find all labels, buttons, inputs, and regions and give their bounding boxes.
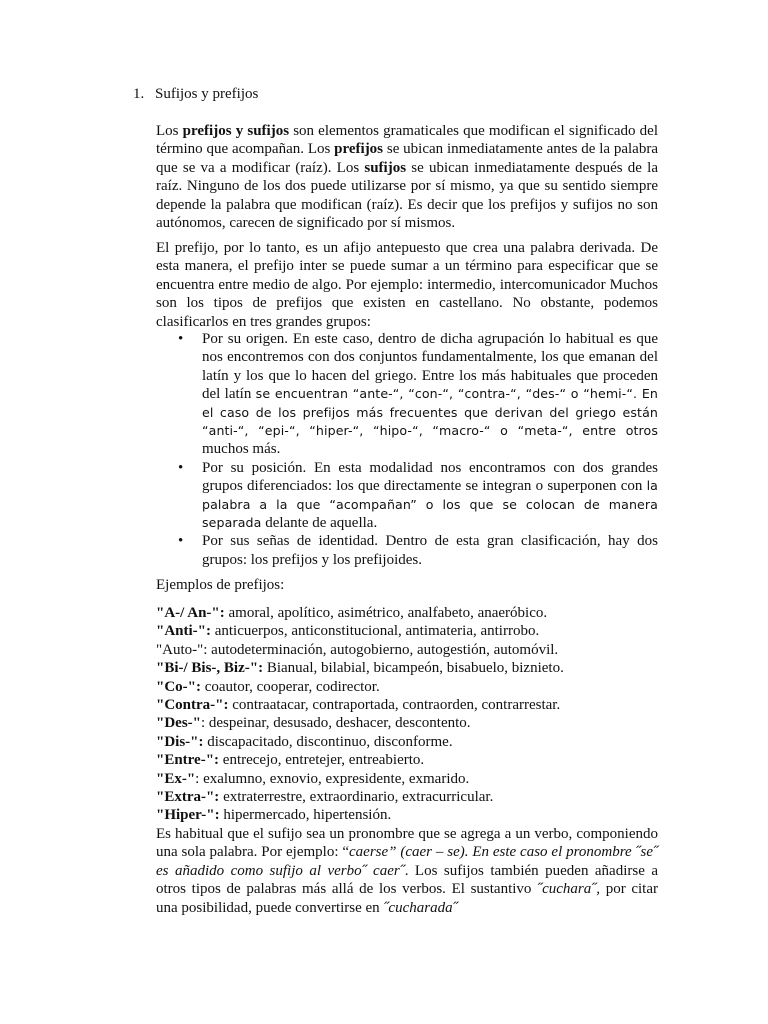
example-words: entrecejo, entretejer, entreabierto. — [219, 752, 425, 769]
example-words: anticuerpos, anticonstitucional, antimateria, antirrobo. — [210, 623, 540, 640]
example-prefix: "Anti-": — [156, 623, 211, 640]
example-words: contraatacar, contraportada, contraorden, contrarrestar. — [228, 697, 561, 714]
examples-list — [156, 604, 676, 825]
example-prefix: "Extra-": — [156, 789, 220, 806]
bullet-dot: • — [178, 459, 184, 476]
paragraph-intro — [156, 122, 658, 232]
example-line — [156, 696, 676, 714]
example-line — [156, 714, 676, 732]
text-run-sans: se encuentran “ante-“, “con-“, “contra-“, “des-“ o “hemi-“. En el caso de los prefijos más frecuentes que derivan del griego están “anti-“, “epi-“, “hiper-“, “hipo-“, “macro-“ o “meta-“, entre otros — [202, 386, 658, 439]
text-run: son elementos gramaticales que modifican el significado del término que acompañan. Los — [156, 123, 658, 158]
example-prefix: "Co-": — [156, 678, 201, 695]
text-run-sans: la palabra a la que “acompañan” o los que se colocan de manera separada — [202, 478, 658, 531]
paragraph-sufijo — [156, 825, 658, 917]
text-run: por citar una posibilidad, puede convertirse en — [156, 881, 659, 916]
paragraph-prefijo: El prefijo, por lo tanto, es un afijo antepuesto que crea una palabra derivada. De esta manera, el prefijo inter se puede sumar a un término para especificar que se encuentra entre medio de algo. Por ejemplo: intermedio, intercomunicador Muchos son los tipos de prefijos que existen en castellano. No obstante, podemos clasificarlos en tres grandes grupos: — [156, 240, 658, 330]
bold-term: prefijos — [334, 141, 384, 158]
section-number: 1. — [133, 86, 145, 102]
example-line — [156, 659, 676, 677]
text-run: . Los sufijos también pueden añadirse a otros tipos de palabras más allá de los verbos. El sustantivo — [156, 862, 658, 898]
example-line — [156, 806, 676, 824]
text-run: Por su posición. En esta modalidad nos encontramos con dos grandes grupos diferenciados: los que directamente se integran o superponen con — [202, 459, 658, 495]
example-prefix: "Bi-/ Bis-, Biz-": — [156, 660, 264, 677]
bullet-dot: • — [178, 331, 184, 347]
example-line — [156, 751, 676, 769]
example-line — [156, 770, 676, 788]
example-line — [156, 788, 676, 806]
example-words: amoral, apolítico, asimétrico, analfabeto, anaeróbico. — [224, 605, 548, 621]
example-prefix: "Entre-": — [156, 752, 220, 769]
text-run: se ubican inmediatamente después de la raíz. Ninguno de los dos puede utilizarse por sí mismo, ya que su sentido siempre depende la palabra que modifican (raíz). Es decir que los prefijos y sufijos no son autónomos, carecen de significado por sí mismos. — [156, 159, 658, 232]
italic-run: ˝cuchara˝, — [537, 881, 601, 898]
text-run: se ubican inmediatamente antes de la palabra que se va a modificar (raíz). Los — [156, 141, 658, 176]
example-words: : exalumno, exnovio, expresidente, exmarido. — [195, 770, 470, 787]
example-prefix: "Auto-": — [156, 641, 208, 658]
bullet-list — [156, 330, 658, 569]
text-run: Los — [156, 123, 183, 139]
example-words: extraterrestre, extraordinario, extracurricular. — [219, 789, 494, 806]
example-prefix: "Des-" — [156, 715, 201, 732]
example-prefix: "Contra-": — [156, 697, 229, 714]
example-prefix: "Hiper-": — [156, 807, 220, 824]
italic-run: caerse” (caer – se). En este caso el pronombre ˝se˝ es añadido como sufijo al verbo˝ caer˝ — [156, 844, 659, 879]
example-words: Bianual, bilabial, bicampeón, bisabuelo, biznieto. — [263, 660, 564, 677]
text-run: Por su origen. En este caso, dentro de dicha agrupación lo habitual es que nos encontremos con dos conjuntos fundamentalmente, los que emanan del latín y los que lo hacen del griego. Entre los más habituales que proceden del latín — [202, 331, 658, 403]
list-item — [156, 330, 658, 459]
section-heading — [133, 86, 258, 103]
text-run: Por sus señas de identidad. Dentro de esta gran clasificación, hay dos grupos: los prefijos y los prefijoides. — [202, 533, 658, 568]
example-prefix: "Dis-": — [156, 733, 204, 750]
bullet-dot: • — [178, 533, 184, 550]
example-words: discapacitado, discontinuo, disconforme. — [203, 733, 453, 750]
example-words: autodeterminación, autogobierno, autogestión, automóvil. — [207, 641, 559, 658]
examples-title: Ejemplos de prefijos: — [156, 577, 285, 593]
text-run: delante de aquella. — [261, 515, 378, 532]
example-words: hipermercado, hipertensión. — [219, 807, 392, 824]
text-run: muchos más. — [202, 441, 281, 458]
text-run: Es habitual que el sufijo sea un pronombre que se agrega a un verbo, componiendo una sola palabra. Por ejemplo: “ — [156, 826, 658, 861]
example-line — [156, 678, 676, 696]
list-item — [156, 532, 658, 569]
example-line — [156, 622, 676, 640]
example-prefix: "Ex-" — [156, 770, 196, 787]
section-title: Sufijos y prefijos — [155, 86, 259, 102]
example-words: coautor, cooperar, codirector. — [200, 678, 380, 695]
italic-run: ˝cucharada˝ — [383, 899, 458, 916]
bold-term: sufijos — [364, 159, 407, 176]
bold-term: prefijos y sufijos — [182, 123, 290, 139]
list-item — [156, 459, 658, 533]
example-prefix: "A-/ An-": — [156, 605, 225, 621]
example-line — [156, 733, 676, 751]
example-words: : despeinar, desusado, deshacer, descontento. — [200, 715, 471, 732]
example-line — [156, 604, 676, 622]
example-line — [156, 641, 676, 659]
